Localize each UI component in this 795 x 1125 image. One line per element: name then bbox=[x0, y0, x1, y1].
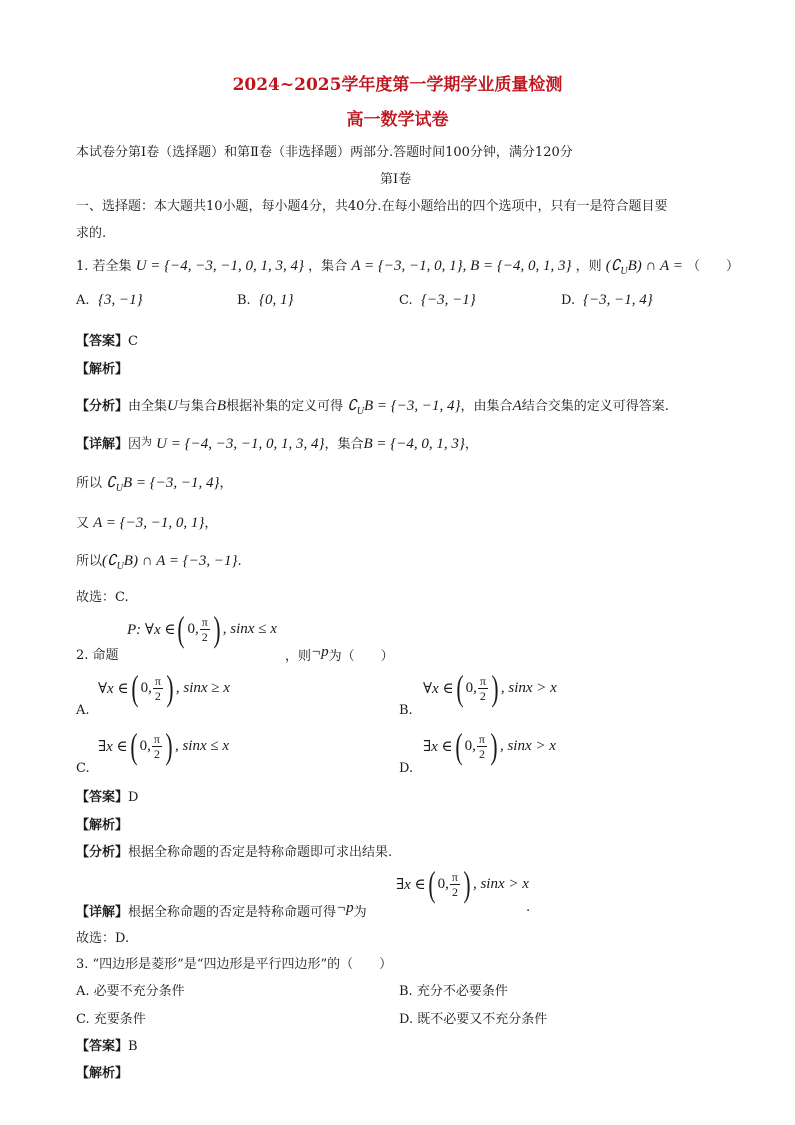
q1-option-c-label: C. bbox=[399, 293, 413, 308]
q1-fenxi-text-3: 根据补集的定义可得 bbox=[226, 399, 344, 414]
q2-option-c-tail: , sinx ≤ x bbox=[174, 737, 230, 754]
q1-fenxi-expr bbox=[347, 398, 461, 417]
q3-answer-tag: 【答案】 bbox=[76, 1039, 129, 1054]
q2-option-b-quant: ∀x ∈ bbox=[423, 680, 454, 697]
q2-option-a-two: 2 bbox=[154, 688, 161, 703]
q1-guxuan: 故选：C. bbox=[76, 590, 129, 605]
q1-suoyi-2-expr-head: (∁ bbox=[102, 553, 117, 569]
q2-option-b-tail: , sinx > x bbox=[500, 679, 557, 696]
q1-suoyi-1 bbox=[76, 472, 232, 494]
document-subtitle: 高一数学试卷 bbox=[346, 110, 449, 130]
q1-xj-set-b: B = {−4, 0, 1, 3} bbox=[363, 436, 465, 452]
q3-stem: 3. “四边形是菱形”是“四边形是平行四边形”的（ ） bbox=[76, 957, 393, 972]
q1-suoyi-2 bbox=[76, 550, 242, 572]
q1-paren: （ ） bbox=[686, 259, 739, 274]
q2-guxuan: 故选：D. bbox=[76, 931, 130, 946]
q1-xj-text-2: 为 bbox=[141, 435, 153, 448]
instructions-line-2: 求的. bbox=[76, 226, 107, 241]
q1-fenxi-u: U bbox=[167, 398, 178, 414]
q1-you bbox=[76, 512, 217, 532]
q1-xj-set-u: U = {−4, −3, −1, 0, 1, 3, 4} bbox=[156, 436, 325, 452]
q3-answer bbox=[76, 1035, 138, 1054]
q1-answer-tag: 【答案】 bbox=[76, 334, 129, 349]
q2-p-two: 2 bbox=[201, 629, 208, 644]
q2-p-pi: π bbox=[201, 614, 208, 629]
q3-option-d: D. 既不必要又不充分条件 bbox=[399, 1012, 548, 1027]
q2-p-expr: P: ∀x ∈ ( 0, $\frac{\pi}{2}$ ) , sinx ≤ x bbox=[127, 609, 277, 649]
q2-p-expr-tail: , sinx ≤ x bbox=[222, 620, 277, 637]
q2-option-d-two: 2 bbox=[478, 746, 485, 761]
q2-stem-b: ，则 bbox=[285, 649, 312, 664]
q1-fenxi bbox=[76, 395, 669, 417]
q2-xiangjie-zero: 0, bbox=[437, 875, 449, 892]
q1-stem bbox=[76, 255, 739, 277]
q1-option-a-value: {3, −1} bbox=[98, 292, 143, 308]
q1-set-u: U = {−4, −3, −1, 0, 1, 3, 4} bbox=[135, 258, 305, 274]
document-title: 2024~2025学年度第一学期学业质量检测 bbox=[232, 75, 563, 95]
q2-xiangjie-two: 2 bbox=[451, 884, 458, 899]
q1-suoyi-2-expr-tail: B) ∩ A = {−3, −1} bbox=[123, 553, 238, 569]
q2-xiangjie-text-b: 为 bbox=[353, 905, 367, 920]
q2-answer bbox=[76, 786, 138, 805]
q2-option-b-expr: ∀x ∈ ( 0, $\frac{\pi}{2}$ ) , sinx > x bbox=[423, 668, 557, 708]
q1-analysis-tag: 【解析】 bbox=[76, 362, 129, 377]
q2-option-d-pi: π bbox=[478, 731, 485, 746]
q2-option-c-zero: 0, bbox=[139, 737, 151, 754]
q2-option-a-pi: π bbox=[154, 673, 161, 688]
q2-xiangjie-expr: ∃x ∈ ( 0, $\frac{\pi}{2}$ ) , sinx > x bbox=[396, 864, 529, 904]
q2-option-b-zero: 0, bbox=[465, 679, 477, 696]
q3-option-b: B. 充分不必要条件 bbox=[399, 984, 508, 999]
q3-answer-value: B bbox=[128, 1039, 138, 1054]
q2-fenxi-text: 根据全称命题的否定是特称命题即可求出结果. bbox=[128, 845, 393, 860]
q1-suoyi-2-label: 所以 bbox=[76, 554, 103, 569]
q2-option-c-pi: π bbox=[153, 731, 160, 746]
q2-p-zero: 0, bbox=[187, 620, 199, 637]
q1-suoyi-1-label: 所以 bbox=[76, 476, 103, 491]
q2-option-b-two: 2 bbox=[479, 688, 486, 703]
q2-fenxi bbox=[76, 841, 392, 860]
q1-option-b bbox=[237, 292, 294, 309]
q2-p-expr-head: P: ∀x ∈ bbox=[127, 621, 176, 638]
q2-xiangjie bbox=[76, 900, 367, 920]
q1-suoyi-1-end: ， bbox=[219, 476, 233, 491]
instructions-line-1: 一、选择题：本大题共10小题，每小题4分，共40分.在每小题给出的四个选项中，只有一是符合题目要 bbox=[76, 199, 668, 214]
q2-option-d-tail: , sinx > x bbox=[499, 737, 556, 754]
q3-option-c: C. 充要条件 bbox=[76, 1012, 146, 1027]
q2-xiangjie-neg-p: ¬p bbox=[336, 900, 354, 916]
q1-option-a bbox=[76, 292, 143, 309]
q1-option-b-value: {0, 1} bbox=[259, 292, 294, 308]
q1-suoyi-2-expr-sub: U bbox=[116, 561, 124, 572]
q1-answer-value: C bbox=[128, 334, 138, 349]
q2-option-c-label: C. bbox=[76, 761, 90, 776]
q1-suoyi-1-expr-head: ∁ bbox=[106, 475, 116, 491]
q1-you-expr: A = {−3, −1, 0, 1} bbox=[93, 515, 205, 531]
q2-option-d-quant: ∃x ∈ bbox=[423, 738, 453, 755]
q1-fenxi-text-1: 由全集 bbox=[128, 399, 168, 414]
q1-stem-b: ，集合 bbox=[308, 259, 348, 274]
q2-option-d-zero: 0, bbox=[464, 737, 476, 754]
q1-fenxi-text-2: 与集合 bbox=[177, 399, 217, 414]
q1-fenxi-expr-tail: B = {−3, −1, 4} bbox=[364, 398, 461, 414]
section-label: 第Ⅰ卷 bbox=[380, 172, 412, 187]
q2-xiangjie-tag: 【详解】 bbox=[76, 905, 129, 920]
q1-option-d-value: {−3, −1, 4} bbox=[583, 292, 653, 308]
q2-option-a-tail: , sinx ≥ x bbox=[175, 679, 230, 696]
q1-suoyi-1-expr-sub: U bbox=[115, 483, 123, 494]
q2-option-b-label: B. bbox=[399, 703, 413, 718]
q2-xiangjie-text-a: 根据全称命题的否定是特称命题可得 bbox=[128, 905, 337, 920]
q1-xiangjie-tag: 【详解】 bbox=[76, 437, 129, 452]
q2-neg-p: ¬p bbox=[311, 644, 329, 660]
q1-fenxi-text-5: 结合交集的定义可得答案. bbox=[521, 399, 669, 414]
q1-option-d bbox=[561, 292, 653, 309]
q2-fenxi-tag: 【分析】 bbox=[76, 845, 129, 860]
q2-option-c-two: 2 bbox=[153, 746, 160, 761]
q2-xiangjie-pi: π bbox=[451, 869, 458, 884]
q1-xiangjie bbox=[76, 433, 478, 453]
q2-option-a-label: A. bbox=[76, 703, 90, 718]
q1-suoyi-2-end: . bbox=[237, 554, 242, 569]
q2-xiangjie-end: . bbox=[526, 900, 531, 915]
q1-option-d-label: D. bbox=[561, 293, 576, 308]
q1-fenxi-a: A bbox=[512, 398, 522, 414]
q1-stem-a: 1. 若全集 bbox=[76, 259, 132, 274]
q1-expr-sub: U bbox=[620, 266, 628, 277]
q1-option-a-label: A. bbox=[76, 293, 90, 308]
q1-suoyi-1-expr-tail: B = {−3, −1, 4} bbox=[122, 475, 220, 491]
q1-fenxi-expr-head: ∁ bbox=[347, 398, 357, 414]
q1-fenxi-text-4: ，由集合 bbox=[460, 399, 513, 414]
q2-answer-value: D bbox=[128, 790, 139, 805]
intro-line: 本试卷分第Ⅰ卷（选择题）和第Ⅱ卷（非选择题）两部分.答题时间100分钟，满分120分 bbox=[76, 145, 573, 160]
q1-fenxi-expr-sub: U bbox=[356, 406, 364, 417]
q2-option-d-label: D. bbox=[399, 761, 414, 776]
q1-you-end: ， bbox=[204, 516, 218, 531]
q2-option-c-quant: ∃x ∈ bbox=[98, 738, 128, 755]
q1-expr bbox=[605, 258, 683, 277]
q3-option-a: A. 必要不充分条件 bbox=[76, 984, 185, 999]
q3-analysis-tag: 【解析】 bbox=[76, 1066, 129, 1081]
q2-answer-tag: 【答案】 bbox=[76, 790, 129, 805]
q2-option-c-expr: ∃x ∈ ( 0, $\frac{\pi}{2}$ ) , sinx ≤ x bbox=[98, 726, 230, 766]
q2-xiangjie-quant: ∃x ∈ bbox=[396, 876, 426, 893]
q1-fenxi-b: B bbox=[216, 398, 227, 414]
q2-analysis-tag: 【解析】 bbox=[76, 818, 129, 833]
q1-you-label: 又 bbox=[76, 516, 90, 531]
q2-stem-tail bbox=[285, 644, 394, 664]
q1-fenxi-tag: 【分析】 bbox=[76, 399, 129, 414]
q1-option-c-value: {−3, −1} bbox=[421, 292, 476, 308]
q1-suoyi-1-expr bbox=[106, 475, 220, 494]
q1-xj-text-4: ， bbox=[464, 437, 478, 452]
q2-option-a-quant: ∀x ∈ bbox=[98, 680, 129, 697]
q2-stem-a: 2. 命题 bbox=[76, 648, 119, 663]
q1-option-b-label: B. bbox=[237, 293, 251, 308]
q1-answer bbox=[76, 330, 138, 349]
q1-expr-tail: B) ∩ A = bbox=[627, 258, 683, 274]
q1-set-ab: A = {−3, −1, 0, 1}, B = {−4, 0, 1, 3} bbox=[351, 258, 572, 274]
q2-option-b-pi: π bbox=[479, 673, 486, 688]
q1-option-c bbox=[399, 292, 476, 309]
q1-expr-head: (∁ bbox=[605, 258, 621, 274]
q2-stem bbox=[76, 644, 119, 663]
q2-option-a-expr: ∀x ∈ ( 0, $\frac{\pi}{2}$ ) , sinx ≥ x bbox=[98, 668, 230, 708]
q1-stem-c: ，则 bbox=[575, 259, 602, 274]
q2-option-a-zero: 0, bbox=[140, 679, 152, 696]
q1-xj-text-3: ，集合 bbox=[324, 437, 364, 452]
q2-stem-c: 为（ ） bbox=[328, 649, 394, 664]
q1-xj-text-1: 因 bbox=[128, 437, 142, 452]
q1-suoyi-2-expr bbox=[102, 553, 238, 572]
q2-xiangjie-tail: , sinx > x bbox=[472, 875, 529, 892]
q2-option-d-expr: ∃x ∈ ( 0, $\frac{\pi}{2}$ ) , sinx > x bbox=[423, 726, 556, 766]
